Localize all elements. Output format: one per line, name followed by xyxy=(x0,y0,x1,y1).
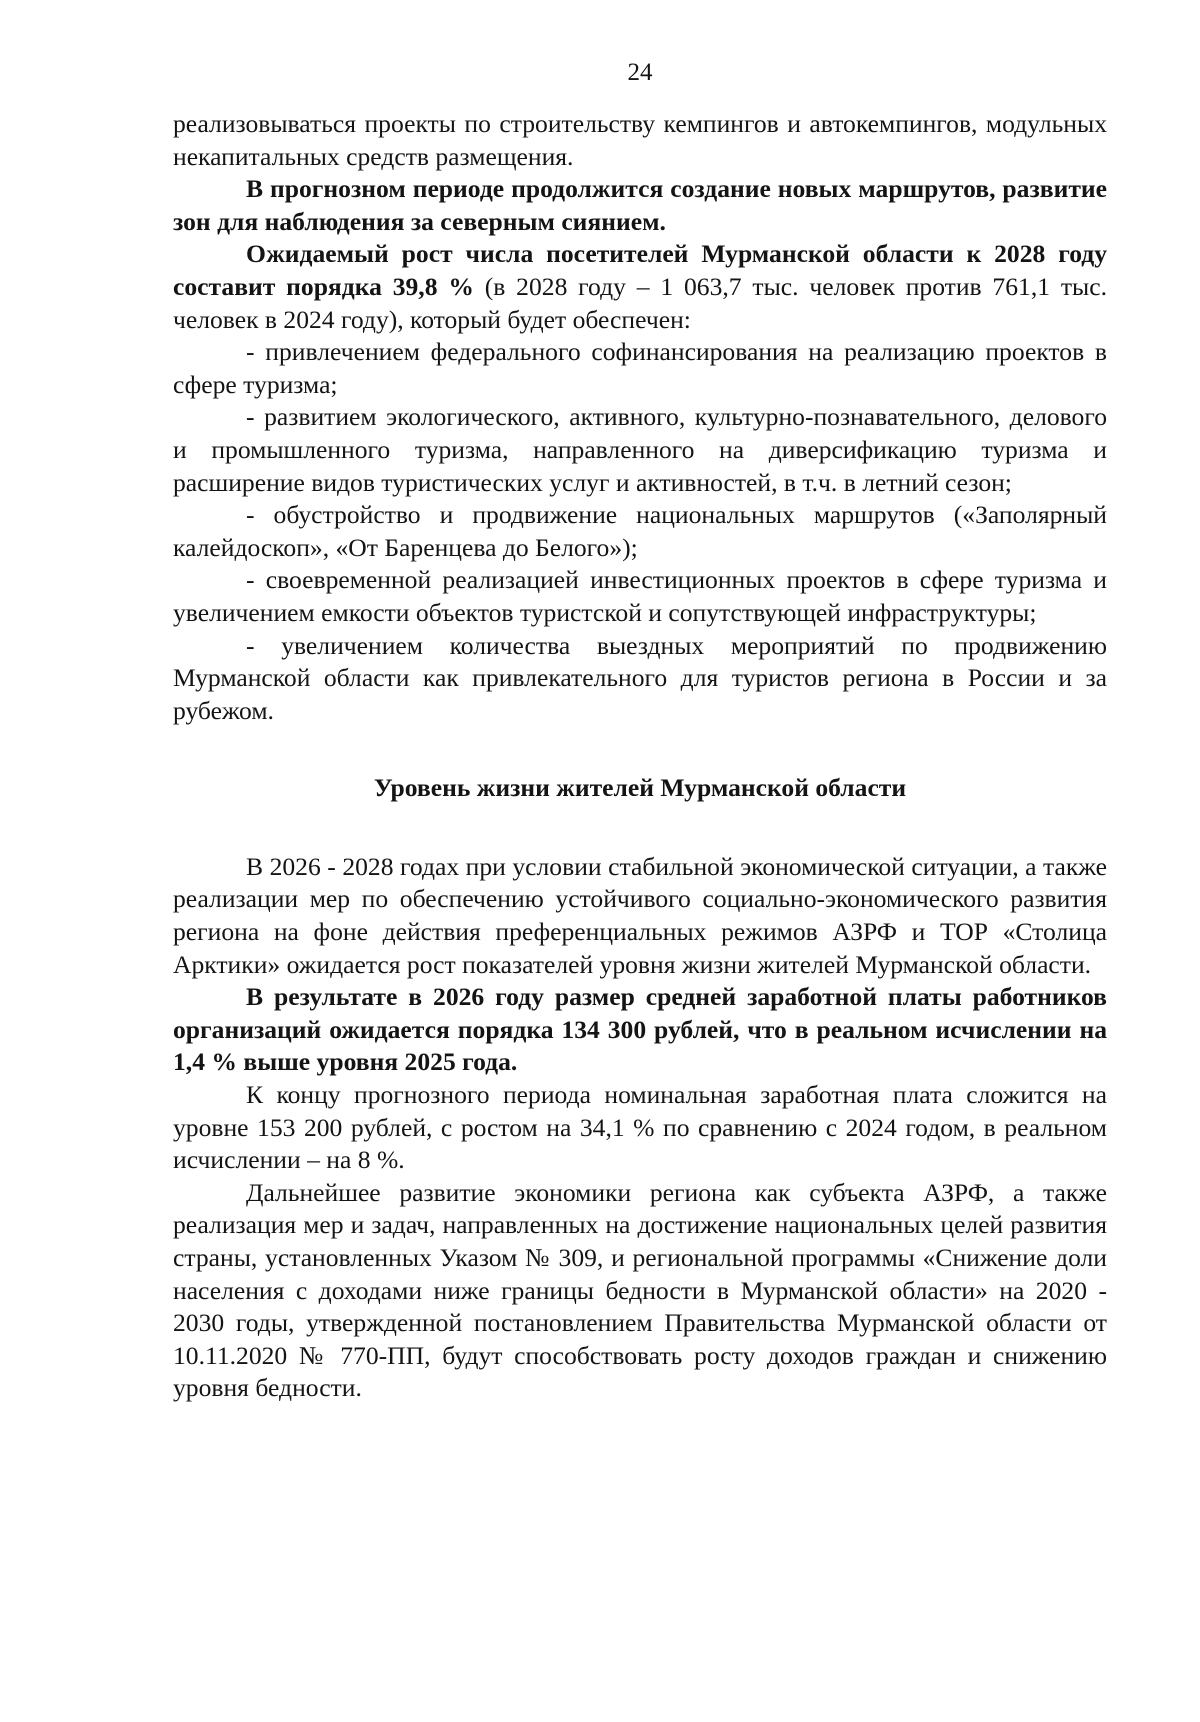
paragraph-living-standards: В 2026 - 2028 годах при условии стабильной экономической ситуации, а также реализации мер по обеспечению устойчивого социально-экономического развития региона на фоне действия преференциальных режимов АЗРФ и ТОР «Столица Арктики» ожидается рост показателей уровня жизни жителей Мурманской области. xyxy=(173,851,1107,979)
paragraph-new-routes: В прогнозном периоде продолжится создание новых маршрутов, развитие зон для наблюдения за северным сиянием. xyxy=(173,174,1107,236)
bullet-investment-projects: - своевременной реализацией инвестиционных проектов в сфере туризма и увеличением емкости объектов туристской и сопутствующей инфраструктуры; xyxy=(173,565,1107,627)
paragraph-poverty-reduction: Дальнейшее развитие экономики региона как субъекта АЗРФ, а также реализация мер и задач, направленных на достижение национальных целей развития страны, установленных Указом № 309, и региональной программы «Снижение доли населения с доходами ниже границы бедности в Мурманской области» на 2020 - 2030 годы, утвержденной постановлением Правительства Мурманской области от 10.11.2020 № 770-ПП, будут способствовать росту доходов граждан и снижению уровня бедности. xyxy=(173,1177,1107,1403)
paragraph-visitor-growth xyxy=(173,238,1107,336)
section-heading: Уровень жизни жителей Мурманской области xyxy=(373,773,907,803)
visitor-growth-bold: Ожидаемый рост числа посетителей Мурманской области к 2028 году составит порядка 39,8 % xyxy=(173,239,1107,301)
bullet-tourism-development: - развитием экологического, активного, культурно-познавательного, делового и промышленного туризма, направленного на диверсификацию туризма и расширение видов туристических услуг и активностей, в т.ч. в летний сезон; xyxy=(173,402,1107,497)
visitor-growth-rest: (в 2028 году – 1 063,7 тыс. человек против 761,1 тыс. человек в 2024 году), который будет обеспечен: xyxy=(173,271,1107,334)
spacer xyxy=(173,805,1107,851)
bullet-national-routes: - обустройство и продвижение национальных маршрутов («Заполярный калейдоскоп», «От Баренцева до Белого»); xyxy=(173,500,1107,562)
spacer xyxy=(173,727,1107,772)
document-body xyxy=(173,108,1107,1405)
paragraph-average-salary: В результате в 2026 году размер средней заработной платы работников организаций ожидается порядка 134 300 рублей, что в реальном исчислении на 1,4 % выше уровня 2025 года. xyxy=(173,982,1107,1077)
paragraph-campgrounds: реализовываться проекты по строительству кемпингов и автокемпингов, модульных некапитальных средств размещения. xyxy=(173,109,1107,171)
bullet-federal-cofinancing: - привлечением федерального софинансирования на реализацию проектов в сфере туризма; xyxy=(173,337,1107,399)
paragraph-nominal-salary: К концу прогнозного периода номинальная заработная плата сложится на уровне 153 200 рублей, с ростом на 34,1 % по сравнению с 2024 годом, в реальном исчислении – на 8 %. xyxy=(173,1080,1107,1175)
page-number: 24 xyxy=(627,59,653,86)
bullet-promotion-events: - увеличением количества выездных мероприятий по продвижению Мурманской области как привлекательного для туристов региона в России и за рубежом. xyxy=(173,630,1107,725)
